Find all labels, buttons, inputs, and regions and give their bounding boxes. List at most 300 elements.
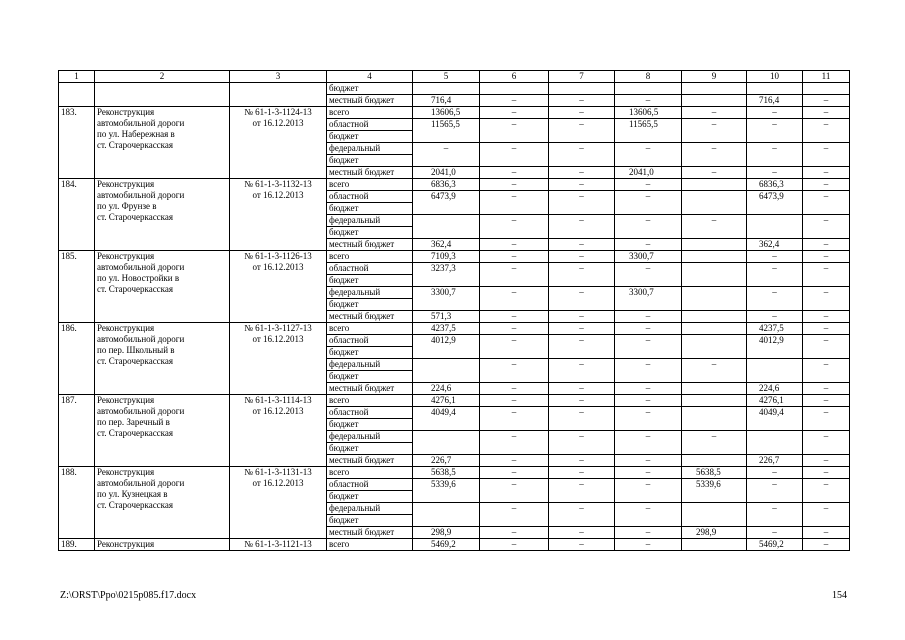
funding-source: федеральный [327,431,413,443]
column-number-row [59,71,850,83]
funding-source: бюджет [327,299,413,311]
value-cell: – [480,191,549,215]
expertise-reference-line: от 16.12.2013 [252,406,304,416]
funding-source: федеральный [327,287,413,299]
funding-source: бюджет [327,515,413,527]
object-name-line: ст. Старочеркасская [97,428,174,438]
value-cell: – [480,311,549,323]
table-row [59,179,850,191]
funding-source: областной [327,335,413,347]
value-cell: – [615,479,682,503]
value-cell: – [480,251,549,263]
value-cell: – [615,179,682,191]
value-cell: – [549,335,615,359]
object-name [95,251,230,323]
value-cell: 298,9 [682,527,747,539]
object-name-line: автомобильной дороги [97,478,185,488]
expertise-reference [230,467,327,539]
value-cell: – [480,95,549,107]
value-cell [682,287,747,311]
value-cell: – [803,263,850,287]
value-cell: 224,6 [413,383,480,395]
funding-source: бюджет [327,131,413,143]
value-cell: – [615,359,682,383]
value-cell: – [480,539,549,551]
value-cell: – [747,167,803,179]
value-cell [615,83,682,95]
funding-source: областной [327,479,413,491]
value-cell: – [803,503,850,527]
funding-source: областной [327,119,413,131]
value-cell [682,311,747,323]
value-cell: 4237,5 [413,323,480,335]
value-cell [682,455,747,467]
value-cell: – [480,239,549,251]
value-cell: 3300,7 [615,287,682,311]
value-cell: – [480,431,549,455]
funding-source: местный бюджет [327,239,413,251]
page-number: 154 [832,590,847,601]
column-number: 6 [480,71,549,83]
value-cell: – [803,455,850,467]
value-cell: – [747,467,803,479]
value-cell [747,83,803,95]
value-cell: 6473,9 [413,191,480,215]
value-cell: – [480,143,549,167]
value-cell: 362,4 [413,239,480,251]
value-cell [682,239,747,251]
expertise-reference-line: от 16.12.2013 [252,334,304,344]
expertise-reference [230,179,327,251]
value-cell: – [682,167,747,179]
value-cell [682,323,747,335]
value-cell: – [549,95,615,107]
object-name [95,107,230,179]
value-cell: 3300,7 [413,287,480,311]
value-cell: – [682,359,747,383]
value-cell: – [549,455,615,467]
object-name-line: по пер. Заречный в [97,417,170,427]
value-cell: – [615,215,682,239]
funding-source: всего [327,395,413,407]
value-cell: – [615,467,682,479]
value-cell: 4012,9 [413,335,480,359]
funding-source: местный бюджет [327,311,413,323]
object-name-line: автомобильной дороги [97,118,185,128]
value-cell: 2041,0 [615,167,682,179]
object-name-line: Реконструкция [97,395,155,405]
value-cell [682,191,747,215]
object-name-line: ст. Старочеркасская [97,212,174,222]
value-cell: – [803,467,850,479]
value-cell: – [615,323,682,335]
value-cell: – [549,119,615,143]
value-cell: 571,3 [413,311,480,323]
value-cell: 4237,5 [747,323,803,335]
value-cell: – [480,383,549,395]
value-cell: – [747,143,803,167]
value-cell: 5469,2 [747,539,803,551]
value-cell: – [549,167,615,179]
item-number: 187. [59,395,95,467]
funding-source: бюджет [327,347,413,359]
value-cell: – [803,215,850,239]
expertise-reference-line: № 61-1-3-1127-13 [244,323,312,333]
value-cell: – [549,539,615,551]
value-cell: – [803,107,850,119]
funding-source: областной [327,407,413,419]
value-cell: – [549,239,615,251]
value-cell: – [480,407,549,431]
funding-source: местный бюджет [327,455,413,467]
expertise-reference [230,323,327,395]
funding-source: всего [327,323,413,335]
table-row [59,323,850,335]
table-row [59,83,850,95]
value-cell: – [549,179,615,191]
value-cell: 5638,5 [413,467,480,479]
value-cell: 4276,1 [747,395,803,407]
value-cell: – [549,263,615,287]
value-cell: – [480,179,549,191]
value-cell: – [615,335,682,359]
value-cell: – [549,359,615,383]
value-cell: 5339,6 [682,479,747,503]
object-name-line: Реконструкция [97,179,155,189]
value-cell [682,383,747,395]
funding-source: всего [327,179,413,191]
column-number: 2 [95,71,230,83]
value-cell: – [803,167,850,179]
column-number: 9 [682,71,747,83]
funding-source: федеральный [327,503,413,515]
value-cell: – [803,179,850,191]
value-cell: – [803,479,850,503]
value-cell: – [747,503,803,527]
value-cell: – [747,527,803,539]
value-cell: 6836,3 [413,179,480,191]
funding-source: бюджет [327,227,413,239]
value-cell: 5469,2 [413,539,480,551]
value-cell: – [803,395,850,407]
value-cell: – [480,467,549,479]
funding-source: бюджет [327,371,413,383]
expertise-reference-line: № 61-1-3-1114-13 [244,395,312,405]
value-cell: – [803,287,850,311]
expertise-reference [230,395,327,467]
value-cell: – [747,251,803,263]
value-cell: – [480,455,549,467]
object-name-line: автомобильной дороги [97,262,185,272]
table-row [59,467,850,479]
funding-source: местный бюджет [327,95,413,107]
value-cell: – [803,335,850,359]
funding-source: всего [327,539,413,551]
value-cell: 716,4 [747,95,803,107]
value-cell: – [480,287,549,311]
expertise-reference-line: от 16.12.2013 [252,190,304,200]
value-cell: 5339,6 [413,479,480,503]
funding-source: федеральный [327,143,413,155]
funding-source: бюджет [327,275,413,287]
funding-source: федеральный [327,359,413,371]
funding-source: всего [327,467,413,479]
item-number: 188. [59,467,95,539]
value-cell [682,335,747,359]
value-cell [413,431,480,455]
value-cell: 11565,5 [615,119,682,143]
value-cell: – [682,431,747,455]
value-cell: – [682,107,747,119]
value-cell: 4276,1 [413,395,480,407]
object-name-line: Реконструкция [97,107,155,117]
file-path: Z:\ORST\Ppo\0215p085.f17.docx [60,590,197,601]
value-cell: – [803,311,850,323]
funding-source: бюджет [327,203,413,215]
funding-source: местный бюджет [327,527,413,539]
object-name-line: по ул. Фрунзе в [97,201,157,211]
object-name-line: по пер. Школьный в [97,345,175,355]
column-number: 3 [230,71,327,83]
value-cell: – [549,395,615,407]
value-cell: – [549,503,615,527]
value-cell: 5638,5 [682,467,747,479]
value-cell: – [682,215,747,239]
column-number: 11 [803,71,850,83]
value-cell: – [615,395,682,407]
value-cell: 3237,3 [413,263,480,287]
expertise-reference [230,251,327,323]
value-cell: 7109,3 [413,251,480,263]
funding-source: бюджет [327,83,413,95]
value-cell: – [615,431,682,455]
item-number: 183. [59,107,95,179]
value-cell: – [615,383,682,395]
table-row [59,539,850,551]
value-cell: – [549,479,615,503]
value-cell: – [549,311,615,323]
value-cell [747,359,803,383]
funding-source: всего [327,107,413,119]
value-cell: – [480,263,549,287]
column-number: 5 [413,71,480,83]
value-cell: – [747,263,803,287]
object-name-line: ст. Старочеркасская [97,356,174,366]
column-number: 10 [747,71,803,83]
empty-cell [95,83,230,107]
object-name-line: Реконструкция [97,467,155,477]
value-cell: – [747,107,803,119]
object-name-line: ст. Старочеркасская [97,140,174,150]
value-cell: 224,6 [747,383,803,395]
value-cell: – [549,251,615,263]
value-cell [682,503,747,527]
value-cell: – [803,407,850,431]
value-cell [682,83,747,95]
value-cell: – [549,287,615,311]
object-name-line: автомобильной дороги [97,406,185,416]
value-cell: 298,9 [413,527,480,539]
value-cell: – [615,539,682,551]
value-cell: – [803,527,850,539]
object-name-line: автомобильной дороги [97,334,185,344]
value-cell: – [615,407,682,431]
object-name-line: ст. Старочеркасская [97,284,174,294]
expertise-reference-line: № 61-1-3-1131-13 [244,467,312,477]
expertise-reference-line: от 16.12.2013 [252,478,304,488]
expertise-reference-line: № 61-1-3-1126-13 [244,251,312,261]
value-cell: – [549,407,615,431]
value-cell: 6836,3 [747,179,803,191]
expertise-reference [230,539,327,551]
object-name-line: по ул. Кузнецкая в [97,489,168,499]
value-cell [549,83,615,95]
value-cell: – [549,323,615,335]
value-cell: 2041,0 [413,167,480,179]
table-row [59,395,850,407]
value-cell: 716,4 [413,95,480,107]
table-row [59,107,850,119]
value-cell [413,215,480,239]
value-cell: – [549,107,615,119]
value-cell: – [480,527,549,539]
value-cell: – [615,95,682,107]
value-cell: – [747,479,803,503]
table-row [59,251,850,263]
value-cell [682,179,747,191]
value-cell: – [803,323,850,335]
object-name [95,323,230,395]
object-name [95,467,230,539]
value-cell: 4012,9 [747,335,803,359]
value-cell: 6473,9 [747,191,803,215]
object-name [95,395,230,467]
value-cell: 13606,5 [413,107,480,119]
object-name-line: автомобильной дороги [97,190,185,200]
value-cell: – [480,479,549,503]
funding-source: всего [327,251,413,263]
funding-source: бюджет [327,491,413,503]
expertise-reference-line: № 61-1-3-1132-13 [244,179,312,189]
object-name-line: Реконструкция [97,251,155,261]
value-cell [747,215,803,239]
value-cell: – [803,239,850,251]
item-number: 189. [59,539,95,551]
object-name [95,179,230,251]
value-cell: – [480,323,549,335]
value-cell: – [615,527,682,539]
funding-source: местный бюджет [327,383,413,395]
value-cell: – [803,95,850,107]
value-cell [682,395,747,407]
value-cell: – [480,335,549,359]
value-cell: – [747,287,803,311]
object-name-line: Реконструкция [97,323,155,333]
value-cell: 13606,5 [615,107,682,119]
funding-source: областной [327,263,413,275]
value-cell: – [549,191,615,215]
value-cell: 11565,5 [413,119,480,143]
value-cell [682,407,747,431]
object-name-line: Реконструкция [97,539,155,549]
value-cell: – [480,215,549,239]
value-cell: – [615,455,682,467]
value-cell: – [803,383,850,395]
expertise-reference-line: № 61-1-3-1121-13 [244,539,312,549]
value-cell: – [615,311,682,323]
value-cell: – [615,263,682,287]
item-number: 184. [59,179,95,251]
value-cell [682,263,747,287]
column-number: 1 [59,71,95,83]
value-cell: – [549,431,615,455]
value-cell: – [803,143,850,167]
value-cell: – [413,143,480,167]
funding-source: областной [327,191,413,203]
value-cell: 226,7 [747,455,803,467]
expertise-reference-line: от 16.12.2013 [252,262,304,272]
value-cell: – [747,311,803,323]
value-cell: – [480,107,549,119]
value-cell: – [682,119,747,143]
value-cell [747,431,803,455]
value-cell: – [615,191,682,215]
object-name [95,539,230,551]
value-cell: – [549,467,615,479]
value-cell: – [803,191,850,215]
value-cell: – [480,503,549,527]
value-cell: – [549,527,615,539]
funding-source: бюджет [327,155,413,167]
expertise-reference-line: от 16.12.2013 [252,118,304,128]
value-cell: – [803,539,850,551]
value-cell: – [803,431,850,455]
value-cell: – [747,119,803,143]
value-cell: – [803,359,850,383]
funding-source: бюджет [327,419,413,431]
column-number: 8 [615,71,682,83]
column-number: 7 [549,71,615,83]
value-cell [682,251,747,263]
value-cell [480,83,549,95]
value-cell: 226,7 [413,455,480,467]
value-cell: 4049,4 [413,407,480,431]
value-cell: – [480,167,549,179]
object-name-line: ст. Старочеркасская [97,500,174,510]
empty-cell [230,83,327,107]
empty-cell [59,83,95,107]
value-cell [413,503,480,527]
value-cell: – [549,143,615,167]
object-name-line: по ул. Новостройки в [97,273,180,283]
budget-table [58,70,850,551]
column-number: 4 [327,71,413,83]
object-name-line: по ул. Набережная в [97,129,175,139]
funding-source: бюджет [327,443,413,455]
value-cell: – [615,143,682,167]
value-cell: 4049,4 [747,407,803,431]
funding-source: федеральный [327,215,413,227]
value-cell: – [480,119,549,143]
value-cell: – [803,119,850,143]
value-cell: 3300,7 [615,251,682,263]
value-cell [682,95,747,107]
expertise-reference-line: № 61-1-3-1124-13 [244,107,312,117]
funding-source: местный бюджет [327,167,413,179]
value-cell [413,359,480,383]
expertise-reference [230,107,327,179]
value-cell: – [615,503,682,527]
